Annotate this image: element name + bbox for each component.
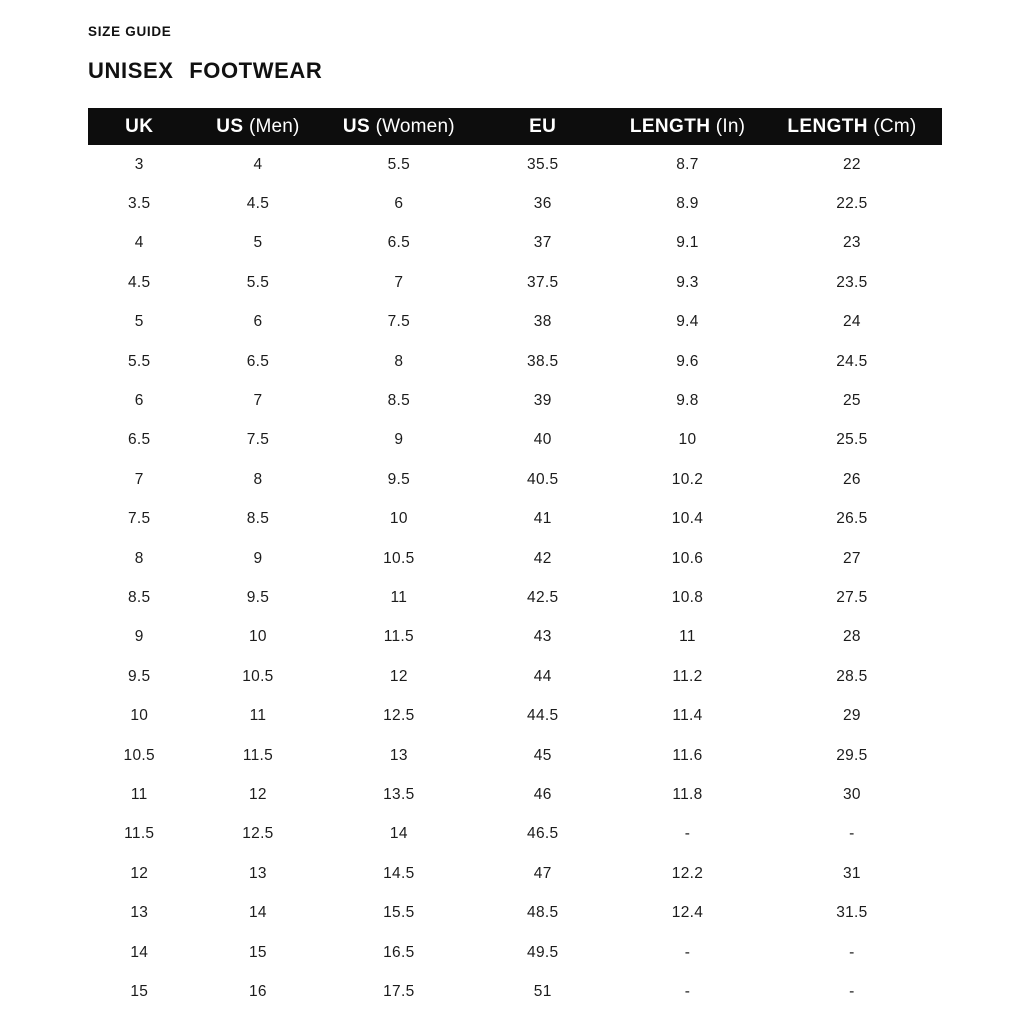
table-cell: 11.4 (672, 707, 703, 725)
table-cell: - (849, 825, 855, 843)
table-body (88, 145, 942, 1012)
column-header: US (Women) (342, 115, 455, 137)
table-cell: 40.5 (527, 470, 559, 488)
table-row (88, 500, 942, 539)
table-cell: 28 (842, 628, 861, 646)
size-guide-eyebrow: SIZE GUIDE (88, 24, 172, 39)
table-cell: 26 (842, 470, 861, 488)
table-cell: 10 (249, 628, 267, 646)
table-cell: 17.5 (383, 982, 415, 1000)
table-row (88, 618, 942, 657)
table-cell: 37 (533, 234, 552, 252)
table-cell: - (849, 982, 855, 1000)
table-cell: 11 (130, 785, 148, 803)
table-cell: 8 (394, 352, 404, 370)
table-cell: 47 (533, 864, 552, 882)
table-cell: 43 (533, 628, 552, 646)
table-cell: 7 (253, 392, 263, 410)
table-cell: 36 (533, 195, 552, 213)
table-cell: 25 (842, 392, 861, 410)
table-row (88, 972, 942, 1011)
table-cell: 9.6 (676, 352, 699, 370)
table-row (88, 933, 942, 972)
table-cell: 39 (533, 392, 552, 410)
table-cell: 22 (842, 155, 861, 173)
table-cell: - (684, 943, 691, 961)
table-cell: 14 (249, 904, 267, 922)
table-row (88, 854, 942, 893)
table-row (88, 539, 942, 578)
table-cell: 12 (389, 667, 408, 685)
column-header: EU (529, 115, 557, 137)
table-cell: 38 (533, 313, 552, 331)
table-row (88, 460, 942, 499)
table-cell: 4.5 (246, 195, 270, 213)
size-conversion-table (88, 108, 942, 1012)
table-cell: 29 (842, 707, 861, 725)
column-header: LENGTH (Cm) (787, 115, 917, 137)
table-header-row (88, 108, 942, 145)
table-cell: 23 (842, 234, 861, 252)
table-row (88, 224, 942, 263)
table-cell: 24 (842, 313, 861, 331)
table-cell: 16.5 (383, 943, 415, 961)
table-cell: 4.5 (128, 273, 151, 291)
table-cell: 3 (134, 155, 144, 173)
table-cell: 7 (134, 470, 144, 488)
table-cell: 14.5 (383, 864, 415, 882)
table-cell: 46.5 (527, 825, 559, 843)
table-cell: 10 (130, 707, 149, 725)
table-cell: 9 (253, 549, 263, 567)
table-cell: 6.5 (387, 234, 411, 252)
table-cell: 8.5 (387, 392, 411, 410)
table-cell: 13 (389, 746, 408, 764)
table-cell: 6 (253, 313, 263, 331)
table-cell: 10.5 (242, 667, 274, 685)
column-header: UK (125, 115, 154, 137)
table-cell: 5.5 (246, 273, 270, 291)
table-cell: 4 (253, 155, 263, 173)
table-cell: 9.1 (676, 234, 699, 252)
table-cell: 12.5 (383, 707, 415, 725)
table-cell: 5.5 (128, 352, 151, 370)
table-cell: 10 (389, 510, 408, 528)
table-cell: 11.5 (383, 628, 414, 646)
table-row (88, 184, 942, 223)
table-cell: 44.5 (527, 707, 559, 725)
table-row (88, 815, 942, 854)
table-cell: 8.7 (676, 155, 699, 173)
table-cell: 10 (678, 431, 697, 449)
table-cell: 31.5 (836, 904, 868, 922)
table-cell: - (849, 943, 855, 961)
table-cell: 24.5 (836, 352, 868, 370)
table-row (88, 775, 942, 814)
table-cell: 9.8 (676, 392, 699, 410)
table-cell: 10.8 (671, 588, 704, 606)
table-cell: 3.5 (128, 195, 151, 213)
table-cell: 31 (842, 864, 861, 882)
table-cell: 8.9 (676, 195, 699, 213)
table-cell: 29.5 (836, 746, 868, 764)
table-cell: 11 (390, 588, 408, 606)
table-cell: 7 (394, 273, 404, 291)
column-header: US (Men) (216, 115, 300, 137)
table-cell: 11 (679, 628, 696, 646)
table-cell: 12 (130, 864, 149, 882)
table-cell: 13 (130, 904, 149, 922)
table-cell: 10.2 (671, 470, 704, 488)
table-cell: 37.5 (527, 273, 559, 291)
table-cell: 9.5 (246, 588, 270, 606)
table-row (88, 893, 942, 932)
table-cell: 16 (249, 982, 267, 1000)
table-cell: 6.5 (128, 431, 151, 449)
table-cell: 26.5 (836, 510, 868, 528)
table-cell: 8 (134, 549, 144, 567)
table-cell: 45 (533, 746, 552, 764)
table-row (88, 657, 942, 696)
table-cell: 22.5 (836, 195, 868, 213)
table-cell: 51 (533, 982, 552, 1000)
table-cell: 44 (533, 667, 552, 685)
table-cell: 40 (533, 431, 552, 449)
table-cell: 10.5 (123, 746, 155, 764)
table-cell: 28.5 (836, 667, 868, 685)
table-cell: 6.5 (246, 352, 270, 370)
table-cell: 41 (533, 510, 552, 528)
table-row (88, 578, 942, 617)
table-cell: 9.5 (128, 667, 151, 685)
table-cell: - (684, 825, 691, 843)
table-cell: 8 (253, 470, 263, 488)
table-cell: 5 (134, 313, 144, 331)
table-cell: 11.6 (672, 746, 703, 764)
column-header: LENGTH (In) (629, 115, 746, 137)
table-cell: 12.2 (671, 864, 704, 882)
table-row (88, 696, 942, 735)
table-cell: 11.2 (672, 667, 703, 685)
table-cell: 10.5 (383, 549, 415, 567)
table-cell: 15 (130, 982, 149, 1000)
table-cell: 9.3 (676, 273, 699, 291)
table-cell: 11.5 (124, 825, 155, 843)
table-cell: 25.5 (836, 431, 868, 449)
table-cell: 10.4 (671, 510, 704, 528)
table-cell: 13.5 (383, 785, 415, 803)
table-cell: 8.5 (246, 510, 270, 528)
table-cell: 11.5 (242, 746, 274, 764)
table-cell: 27 (842, 549, 861, 567)
table-cell: 5.5 (387, 155, 411, 173)
table-cell: 7.5 (387, 313, 411, 331)
table-row (88, 421, 942, 460)
table-cell: 9.4 (676, 313, 699, 331)
table-cell: 27.5 (836, 588, 868, 606)
table-cell: 8.5 (128, 588, 151, 606)
table-cell: 6 (134, 392, 144, 410)
table-cell: 42 (533, 549, 552, 567)
table-cell: 5 (253, 234, 263, 252)
table-cell: 23.5 (836, 273, 868, 291)
table-cell: - (684, 982, 691, 1000)
table-cell: 11.8 (672, 785, 703, 803)
table-cell: 12.4 (671, 904, 704, 922)
table-cell: 42.5 (527, 588, 559, 606)
table-cell: 6 (394, 195, 404, 213)
table-cell: 7.5 (128, 510, 151, 528)
page-title: UNISEX FOOTWEAR (88, 58, 323, 83)
table-row (88, 736, 942, 775)
table-cell: 15 (249, 943, 267, 961)
table-row (88, 263, 942, 302)
table-cell: 12.5 (242, 825, 274, 843)
table-row (88, 381, 942, 420)
table-cell: 7.5 (246, 431, 270, 449)
table-cell: 12 (249, 785, 267, 803)
table-cell: 48.5 (527, 904, 559, 922)
table-cell: 35.5 (527, 155, 559, 173)
table-cell: 38.5 (527, 352, 559, 370)
table-cell: 46 (533, 785, 552, 803)
table-row (88, 145, 942, 184)
table-cell: 9.5 (387, 470, 411, 488)
table-cell: 9 (394, 431, 404, 449)
table-cell: 13 (249, 864, 267, 882)
table-cell: 10.6 (671, 549, 704, 567)
table-row (88, 303, 942, 342)
table-cell: 4 (134, 234, 144, 252)
table-cell: 14 (130, 943, 149, 961)
table-cell: 49.5 (527, 943, 559, 961)
table-cell: 14 (389, 825, 408, 843)
table-cell: 30 (842, 785, 861, 803)
table-cell: 15.5 (383, 904, 415, 922)
table-row (88, 342, 942, 381)
table-cell: 11 (249, 707, 267, 725)
table-cell: 9 (134, 628, 144, 646)
